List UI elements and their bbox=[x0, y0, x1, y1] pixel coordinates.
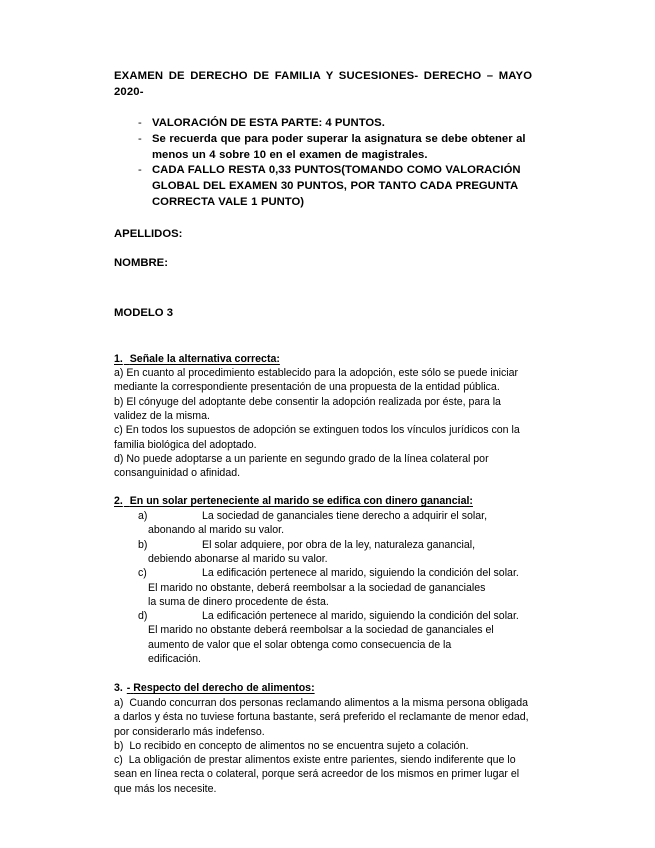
document-title-line-2: 2020- bbox=[114, 85, 144, 98]
option-text: En todos los supuestos de adopción se extinguen todos los vínculos jurídicos con la bbox=[125, 424, 520, 437]
question-block bbox=[114, 352, 546, 481]
option-item bbox=[114, 739, 546, 753]
spacer bbox=[114, 666, 546, 681]
option-item bbox=[114, 509, 546, 538]
scoring-note-line: Se recuerda que para poder superar la asignatura se debe obtener al bbox=[152, 132, 526, 145]
option-text: aumento de valor que el solar obtenga como consecuencia de la bbox=[148, 638, 452, 651]
option-text: El marido no obstante, deberá reembolsar a la sociedad de gananciales bbox=[148, 581, 486, 594]
question-number: 2. bbox=[114, 495, 123, 508]
option-marker: d) bbox=[114, 452, 124, 465]
spacer bbox=[114, 480, 546, 494]
dash-bullet-icon: - bbox=[138, 164, 142, 177]
scoring-note-line: menos un 4 sobre 10 en el examen de magistrales. bbox=[152, 148, 428, 161]
option-item bbox=[114, 452, 546, 481]
scoring-note-line: CADA FALLO RESTA 0,33 PUNTOS(TOMANDO COMO VALORACIÓN bbox=[152, 164, 521, 177]
scoring-note-item bbox=[114, 132, 546, 163]
question-heading bbox=[114, 494, 546, 509]
option-text: familia biológica del adoptado. bbox=[114, 438, 257, 451]
option-text: abonando al marido su valor. bbox=[148, 524, 285, 537]
option-item bbox=[114, 753, 546, 796]
question-heading-text: Respecto del derecho de alimentos: bbox=[133, 682, 315, 695]
option-item bbox=[114, 696, 546, 739]
option-item bbox=[114, 366, 546, 395]
question-block bbox=[114, 681, 546, 796]
option-item bbox=[114, 609, 546, 666]
question-block bbox=[114, 494, 546, 666]
option-marker: b) bbox=[114, 395, 124, 408]
option-marker: b) bbox=[138, 538, 148, 551]
option-text: La obligación de prestar alimentos existe entre parientes, siendo indiferente que lo bbox=[128, 754, 516, 767]
option-text: El solar adquiere, por obra de la ley, naturaleza ganancial, bbox=[202, 538, 476, 551]
scoring-note-line: GLOBAL DEL EXAMEN 30 PUNTOS, POR TANTO CADA PREGUNTA bbox=[152, 180, 519, 192]
modelo-label: MODELO 3 bbox=[114, 306, 173, 319]
document-title bbox=[114, 69, 546, 100]
spacer bbox=[114, 243, 546, 256]
option-text: debiendo abonarse al marido su valor. bbox=[148, 552, 328, 565]
option-marker: a) bbox=[114, 367, 124, 380]
option-text: consanguinidad o afinidad. bbox=[114, 467, 241, 480]
question-number: 1. bbox=[114, 352, 123, 365]
option-text: Lo recibido en concepto de alimentos no se encuentra sujeto a colación. bbox=[129, 739, 469, 752]
option-marker: c) bbox=[114, 754, 123, 767]
question-options bbox=[114, 366, 546, 480]
spacer bbox=[114, 322, 546, 352]
scoring-note-item bbox=[114, 163, 546, 210]
document-title-line-1: EXAMEN DE DERECHO DE FAMILIA Y SUCESIONES- DERECHO – MAYO bbox=[114, 70, 533, 82]
dash-bullet-icon: - bbox=[138, 132, 142, 145]
option-text: por considerarlo más indefenso. bbox=[114, 725, 265, 738]
option-text: La sociedad de gananciales tiene derecho a adquirir el solar, bbox=[202, 510, 488, 523]
option-text: edificación. bbox=[148, 653, 201, 666]
option-text: validez de la misma. bbox=[114, 410, 210, 422]
option-text: No puede adoptarse a un pariente en segundo grado de la línea colateral por bbox=[126, 452, 489, 465]
option-text: En cuanto al procedimiento establecido para la adopción, este sólo se puede iniciar bbox=[126, 367, 519, 380]
option-marker: c) bbox=[114, 424, 123, 437]
question-heading-prefix: - bbox=[126, 682, 131, 695]
spacer bbox=[114, 272, 546, 306]
option-marker: c) bbox=[138, 567, 147, 580]
question-heading bbox=[114, 352, 546, 367]
option-item bbox=[114, 395, 546, 424]
spacer bbox=[114, 210, 546, 227]
nombre-label: NOMBRE: bbox=[114, 257, 168, 270]
scoring-note-line: CORRECTA VALE 1 PUNTO) bbox=[152, 195, 305, 208]
option-text: que más los necesite. bbox=[114, 782, 217, 795]
option-text: La edificación pertenece al marido, siguiendo la condición del solar. bbox=[202, 610, 519, 623]
question-options bbox=[114, 696, 546, 796]
option-marker: b) bbox=[114, 739, 124, 752]
option-text: La edificación pertenece al marido, siguiendo la condición del solar. bbox=[202, 567, 519, 580]
question-heading bbox=[114, 681, 546, 696]
option-text: El cónyuge del adoptante debe consentir la adopción realizada por éste, para la bbox=[126, 395, 501, 408]
question-heading-text: En un solar perteneciente al marido se edifica con dinero ganancial: bbox=[129, 495, 473, 508]
option-text: la suma de dinero procedente de ésta. bbox=[148, 595, 329, 608]
option-marker: d) bbox=[138, 610, 148, 623]
option-item bbox=[114, 423, 546, 452]
option-text: El marido no obstante deberá reembolsar a la sociedad de gananciales el bbox=[148, 624, 494, 637]
dash-bullet-icon: - bbox=[138, 117, 142, 130]
question-heading-text: Señale la alternativa correcta: bbox=[129, 352, 280, 365]
option-text: mediante la correspondiente presentación de una propuesta de la entidad pública. bbox=[114, 381, 500, 394]
option-item bbox=[114, 538, 546, 567]
option-item bbox=[114, 566, 546, 609]
document-body bbox=[114, 69, 546, 796]
scoring-note-item bbox=[114, 116, 546, 132]
question-options bbox=[114, 509, 546, 666]
option-marker: a) bbox=[138, 510, 148, 523]
option-text: sean en línea recta o colateral, porque será acreedor de los mismos en primer lugar el bbox=[114, 768, 520, 781]
question-number: 3. bbox=[114, 682, 123, 695]
option-text: a darlos y ésta no tuviese fortuna bastante, será preferido el reclamante de menor edad, bbox=[114, 711, 529, 724]
scoring-notes-list bbox=[114, 116, 546, 210]
option-text: Cuando concurran dos personas reclamando alimentos a la misma persona obligada bbox=[129, 696, 528, 709]
scoring-note-line: VALORACIÓN DE ESTA PARTE: 4 PUNTOS. bbox=[152, 117, 385, 130]
option-marker: a) bbox=[114, 696, 124, 709]
apellidos-label: APELLIDOS: bbox=[114, 228, 183, 241]
